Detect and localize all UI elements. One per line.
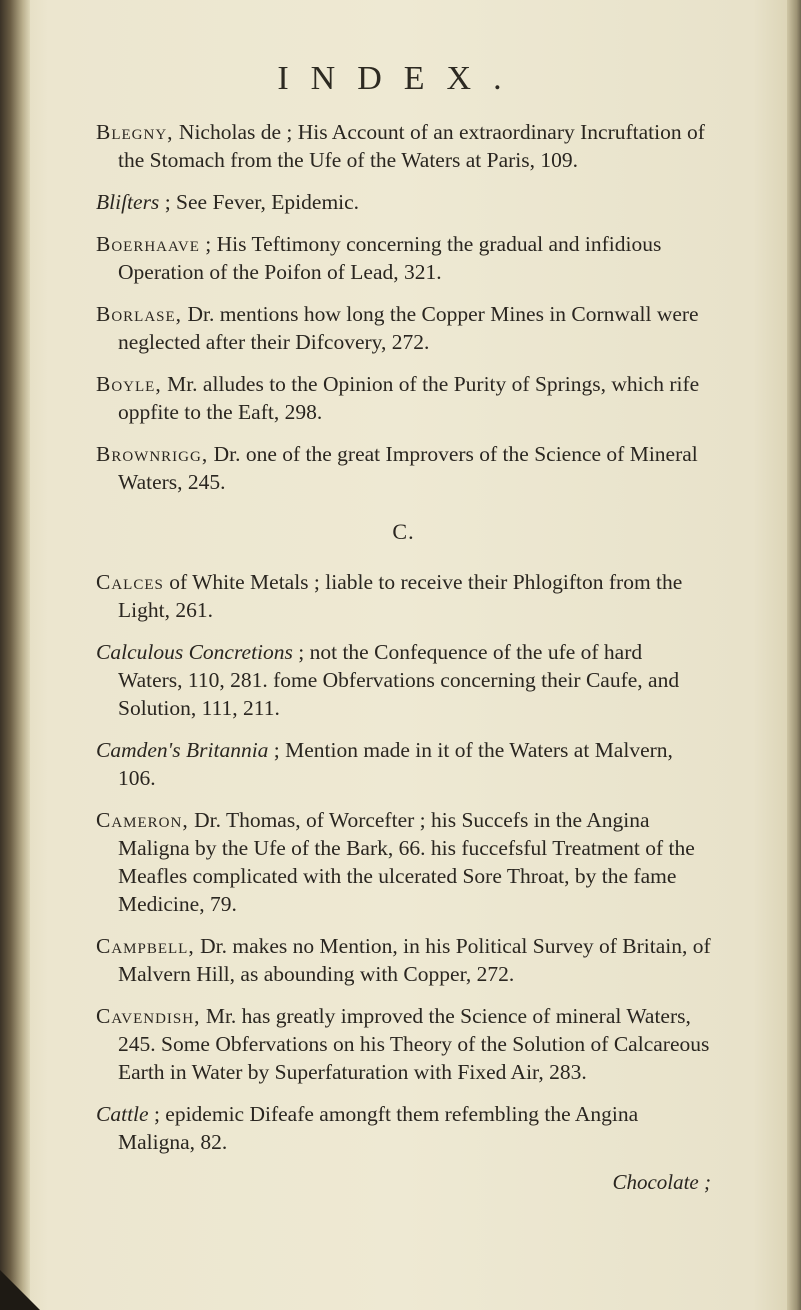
entry-heading: Boyle,: [96, 372, 162, 396]
entry-text: Mr. has greatly improved the Science of mineral Waters, 245. Some Obfervations on his Theory of the Solution of Calcareous Earth in Water by Superfaturation with Fixed Air, 283.: [118, 1004, 710, 1084]
entry-heading: Campbell,: [96, 934, 195, 958]
index-entry: [96, 300, 711, 356]
entry-heading: Cameron,: [96, 808, 189, 832]
index-entry: [96, 188, 711, 216]
page-edge: [787, 0, 801, 1310]
index-entry: [96, 568, 711, 624]
index-entry: [96, 370, 711, 426]
index-entry: [96, 118, 711, 174]
index-entry: [96, 638, 711, 722]
index-entry: [96, 736, 711, 792]
entry-text: ; not the Confequence of the ufe of hard Waters, 110, 281. fome Obfervations concerning their Caufe, and Solution, 111, 211.: [118, 640, 680, 720]
entry-heading: Borlase,: [96, 302, 183, 326]
entry-text: Dr. Thomas, of Worcefter ; his Succefs in the Angina Maligna by the Ufe of the Bark, 66. his fuccefsful Treatment of the Meafles complicated with the ulcerated Sore Throat, by the fame Medicine, 79.: [118, 808, 695, 916]
section-heading-c: C.: [392, 519, 415, 544]
entries-b: [96, 118, 711, 496]
entry-heading: Camden's Britannia: [96, 738, 269, 762]
index-content: [96, 118, 711, 1196]
entry-text: of White Metals ; liable to receive their Phlogifton from the Light, 261.: [118, 570, 683, 622]
entry-text: ; See Fever, Epidemic.: [159, 190, 360, 214]
entry-heading: Boerhaave: [96, 232, 200, 256]
entry-heading: Cavendish,: [96, 1004, 201, 1028]
entry-text: Dr. makes no Mention, in his Political Survey of Britain, of Malvern Hill, as abounding with Copper, 272.: [118, 934, 711, 986]
book-spine: [0, 0, 30, 1310]
index-entry: [96, 1002, 711, 1086]
entry-text: ; Mention made in it of the Waters at Malvern, 106.: [118, 738, 673, 790]
entry-heading: Cattle: [96, 1102, 149, 1126]
index-entry: [96, 806, 711, 918]
entry-heading: Brownrigg,: [96, 442, 209, 466]
entry-heading: Calculous Concretions: [96, 640, 293, 664]
catchword: Chocolate ;: [612, 1170, 711, 1194]
entry-text: ; epidemic Difeafe amongft them refembling the Angina Maligna, 82.: [118, 1102, 639, 1154]
entry-text: Dr. mentions how long the Copper Mines in Cornwall were neglected after their Difcovery, 272.: [118, 302, 699, 354]
entry-heading: Blegny,: [96, 120, 174, 144]
index-entry: [96, 440, 711, 496]
entry-heading: Calces: [96, 570, 164, 594]
entry-heading: Bliſters: [96, 190, 160, 214]
page-header: INDEX.: [277, 60, 524, 97]
index-entry: [96, 932, 711, 988]
entry-text: Nicholas de ; His Account of an extraordinary Incruftation of the Stomach from the Ufe of the Waters at Paris, 109.: [118, 120, 705, 172]
entry-text: ; His Teftimony concerning the gradual and infidious Operation of the Poifon of Lead, 321.: [118, 232, 662, 284]
entry-text: Dr. one of the great Improvers of the Science of Mineral Waters, 245.: [118, 442, 698, 494]
index-entry: [96, 230, 711, 286]
entry-text: Mr. alludes to the Opinion of the Purity of Springs, which rife oppfite to the Eaft, 298.: [118, 372, 700, 424]
index-entry: [96, 1100, 711, 1156]
entries-c: [96, 568, 711, 1156]
